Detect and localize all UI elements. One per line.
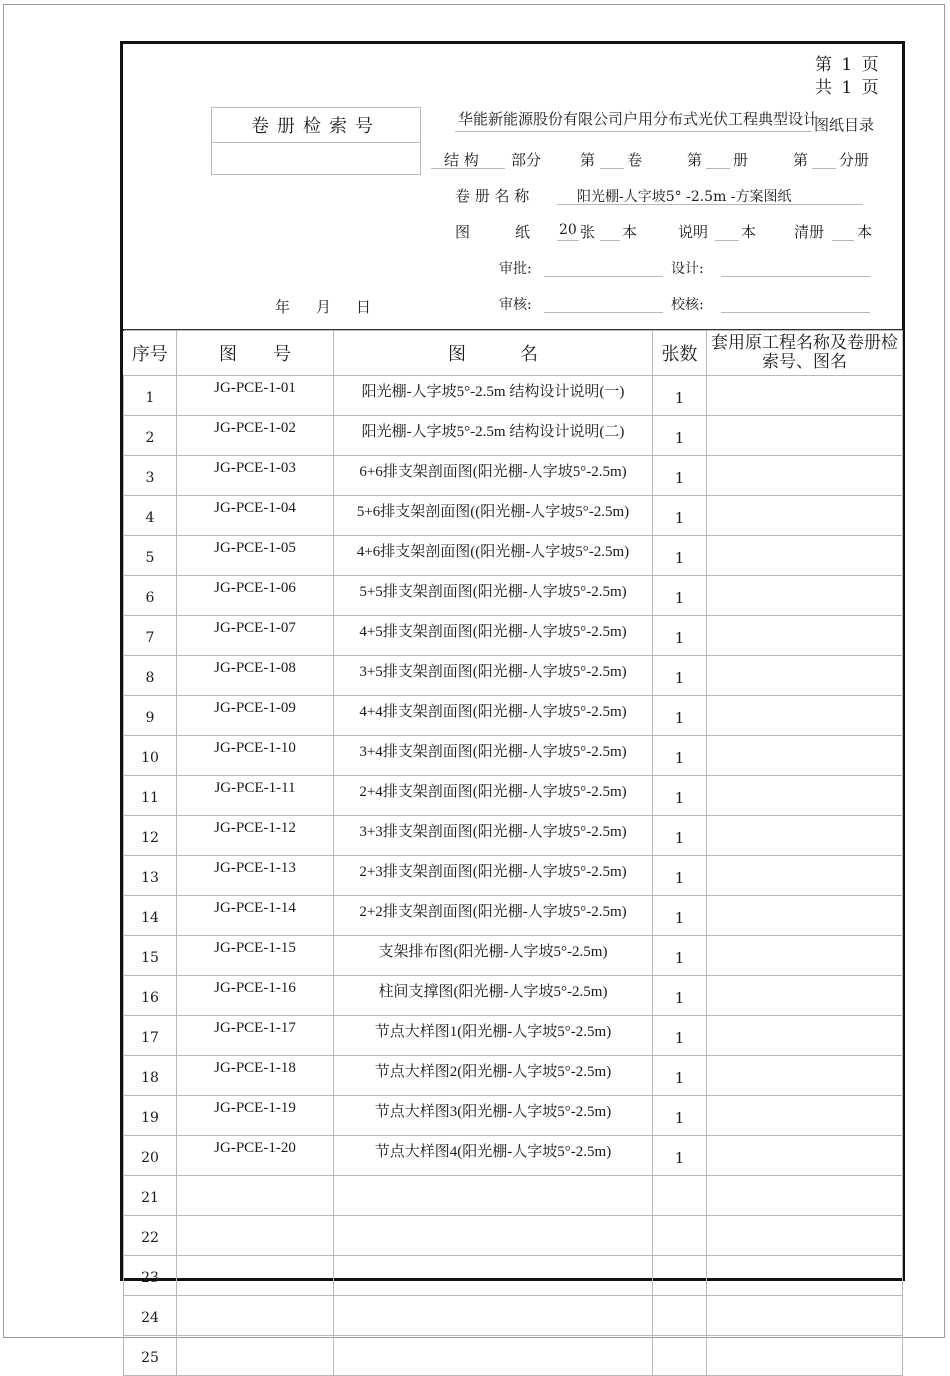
drawings-label-1: 图 [455,223,471,241]
row-name: 支架排布图(阳光棚-人字坡5°-2.5m) [334,936,653,976]
row-no: 20 [124,1136,177,1176]
row-code: JG-PCE-1-11 [177,776,334,816]
subbook-suffix: 分册 [839,151,870,169]
table-row [124,416,903,456]
page-number: 第 1 页 [815,55,881,75]
volume-name-value[interactable]: 阳光棚-人字坡5° -2.5m -方案图纸 [577,189,792,205]
row-code: JG-PCE-1-12 [177,816,334,856]
drawings-count-unit: 张 [580,223,596,241]
design-label: 设计: [671,261,704,277]
table-row [124,496,903,536]
table-row [124,856,903,896]
row-ref [707,576,903,616]
row-code: JG-PCE-1-04 [177,496,334,536]
volume-name-underline [557,204,863,205]
row-count [653,1216,707,1256]
date-month-label: 月 [316,298,332,316]
drawings-books-unit: 本 [622,223,638,241]
row-count: 1 [653,416,707,456]
row-ref [707,976,903,1016]
row-ref [707,936,903,976]
row-count [653,1176,707,1216]
row-code: JG-PCE-1-02 [177,416,334,456]
table-row [124,1296,903,1336]
table-row [124,456,903,496]
row-code [177,1336,334,1376]
col-header-no: 序号 [124,331,177,376]
row-no: 21 [124,1176,177,1216]
part-underline [431,168,505,169]
table-row [124,816,903,856]
table-header-row [124,331,903,376]
row-ref [707,1016,903,1056]
row-no: 15 [124,936,177,976]
row-name: 4+6排支架剖面图((阳光棚-人字坡5°-2.5m) [334,536,653,576]
table-row [124,616,903,656]
table-row [124,1096,903,1136]
row-code: JG-PCE-1-05 [177,536,334,576]
row-code: JG-PCE-1-06 [177,576,334,616]
row-code: JG-PCE-1-13 [177,856,334,896]
row-no: 18 [124,1056,177,1096]
row-ref [707,1056,903,1096]
row-no: 6 [124,576,177,616]
review-label: 审核: [499,297,532,313]
row-name: 4+4排支架剖面图(阳光棚-人字坡5°-2.5m) [334,696,653,736]
list-label: 清册 [794,223,825,241]
row-no: 19 [124,1096,177,1136]
row-no: 17 [124,1016,177,1056]
row-count: 1 [653,616,707,656]
row-no: 16 [124,976,177,1016]
table-row [124,976,903,1016]
row-count: 1 [653,936,707,976]
row-no: 10 [124,736,177,776]
row-name: 6+6排支架剖面图(阳光棚-人字坡5°-2.5m) [334,456,653,496]
row-code: JG-PCE-1-09 [177,696,334,736]
drawings-count[interactable]: 20 [559,222,577,238]
row-code: JG-PCE-1-08 [177,656,334,696]
volume-name-label: 卷 册 名 称 [455,187,530,205]
list-underline [832,240,854,241]
row-ref [707,496,903,536]
row-name [334,1296,653,1336]
table-row [124,656,903,696]
list-unit: 本 [857,223,873,241]
col-header-ref: 套用原工程名称及卷册检索号、图名 [707,331,903,376]
row-name: 阳光棚-人字坡5°-2.5m 结构设计说明(一) [334,376,653,416]
row-name: 节点大样图1(阳光棚-人字坡5°-2.5m) [334,1016,653,1056]
volume-index-value[interactable] [212,143,420,176]
col-header-count: 张数 [653,331,707,376]
row-count: 1 [653,736,707,776]
table-row [124,376,903,416]
row-no: 9 [124,696,177,736]
row-count [653,1256,707,1296]
part-value[interactable]: 结 构 [444,151,479,169]
row-name: 柱间支撑图(阳光棚-人字坡5°-2.5m) [334,976,653,1016]
table-row [124,896,903,936]
row-code: JG-PCE-1-17 [177,1016,334,1056]
book-underline [706,168,730,169]
row-code: JG-PCE-1-03 [177,456,334,496]
review-underline [544,312,663,313]
row-ref [707,736,903,776]
row-name: 3+4排支架剖面图(阳光棚-人字坡5°-2.5m) [334,736,653,776]
volume-index-title: 卷册检索号 [212,108,420,143]
row-no: 7 [124,616,177,656]
row-no: 24 [124,1296,177,1336]
design-underline [721,276,870,277]
book-suffix: 册 [733,151,749,169]
table-row [124,1216,903,1256]
row-ref [707,1336,903,1376]
row-no: 13 [124,856,177,896]
row-code [177,1296,334,1336]
table-row [124,1136,903,1176]
row-code: JG-PCE-1-10 [177,736,334,776]
doc-type: 图纸目录 [814,116,875,134]
volume-underline [600,168,624,169]
row-code: JG-PCE-1-07 [177,616,334,656]
row-name: 5+5排支架剖面图(阳光棚-人字坡5°-2.5m) [334,576,653,616]
row-ref [707,1096,903,1136]
approve-label: 审批: [499,261,532,277]
row-count: 1 [653,1136,707,1176]
row-ref [707,376,903,416]
check-underline [721,312,870,313]
row-count [653,1336,707,1376]
row-name: 节点大样图3(阳光棚-人字坡5°-2.5m) [334,1096,653,1136]
row-ref [707,456,903,496]
part-label: 部分 [511,151,542,169]
row-no: 12 [124,816,177,856]
row-count: 1 [653,976,707,1016]
table-row [124,536,903,576]
row-ref [707,1296,903,1336]
row-name [334,1176,653,1216]
approve-underline [544,276,663,277]
notes-unit: 本 [741,223,757,241]
table-row [124,1016,903,1056]
volume-index-box [211,107,421,175]
row-ref [707,416,903,456]
project-title-underline [455,131,812,132]
row-name: 3+5排支架剖面图(阳光棚-人字坡5°-2.5m) [334,656,653,696]
row-name: 2+3排支架剖面图(阳光棚-人字坡5°-2.5m) [334,856,653,896]
row-ref [707,776,903,816]
row-code: JG-PCE-1-14 [177,896,334,936]
project-title: 华能新能源股份有限公司户用分布式光伏工程典型设计 [458,110,819,128]
row-name: 节点大样图2(阳光棚-人字坡5°-2.5m) [334,1056,653,1096]
row-count: 1 [653,376,707,416]
row-count: 1 [653,656,707,696]
row-count: 1 [653,856,707,896]
volume-prefix: 第 [580,151,596,169]
row-count: 1 [653,776,707,816]
row-code: JG-PCE-1-19 [177,1096,334,1136]
volume-suffix: 卷 [627,151,643,169]
table-row [124,1336,903,1376]
row-no: 22 [124,1216,177,1256]
row-name: 2+2排支架剖面图(阳光棚-人字坡5°-2.5m) [334,896,653,936]
row-count: 1 [653,1056,707,1096]
row-code [177,1176,334,1216]
row-no: 2 [124,416,177,456]
row-count: 1 [653,536,707,576]
row-no: 11 [124,776,177,816]
subbook-underline [812,168,836,169]
row-no: 1 [124,376,177,416]
row-name [334,1256,653,1296]
row-no: 14 [124,896,177,936]
row-count: 1 [653,576,707,616]
subbook-prefix: 第 [793,151,809,169]
table-row [124,1176,903,1216]
row-ref [707,1176,903,1216]
row-code: JG-PCE-1-20 [177,1136,334,1176]
row-count [653,1296,707,1336]
table-row [124,736,903,776]
row-no: 5 [124,536,177,576]
row-ref [707,896,903,936]
row-ref [707,816,903,856]
table-row [124,1256,903,1296]
drawings-books-underline [600,240,620,241]
row-name: 3+3排支架剖面图(阳光棚-人字坡5°-2.5m) [334,816,653,856]
row-count: 1 [653,1096,707,1136]
row-name: 2+4排支架剖面图(阳光棚-人字坡5°-2.5m) [334,776,653,816]
row-ref [707,536,903,576]
row-ref [707,656,903,696]
row-code: JG-PCE-1-15 [177,936,334,976]
book-prefix: 第 [687,151,703,169]
row-ref [707,1136,903,1176]
table-row [124,696,903,736]
row-no: 8 [124,656,177,696]
row-code: JG-PCE-1-01 [177,376,334,416]
drawings-label-2: 纸 [515,223,531,241]
drawings-count-underline [557,240,579,241]
check-label: 校核: [671,297,704,313]
row-ref [707,696,903,736]
col-header-code: 图 号 [177,331,334,376]
row-no: 25 [124,1336,177,1376]
row-count: 1 [653,896,707,936]
page-total: 共 1 页 [815,78,881,98]
row-no: 4 [124,496,177,536]
notes-label: 说明 [678,223,709,241]
row-name: 4+5排支架剖面图(阳光棚-人字坡5°-2.5m) [334,616,653,656]
notes-underline [715,240,739,241]
row-ref [707,1256,903,1296]
row-name: 阳光棚-人字坡5°-2.5m 结构设计说明(二) [334,416,653,456]
table-row [124,776,903,816]
table-row [124,1056,903,1096]
row-count: 1 [653,1016,707,1056]
row-name: 5+6排支架剖面图((阳光棚-人字坡5°-2.5m) [334,496,653,536]
row-code: JG-PCE-1-18 [177,1056,334,1096]
row-code: JG-PCE-1-16 [177,976,334,1016]
row-count: 1 [653,496,707,536]
date-day-label: 日 [356,298,372,316]
row-name: 节点大样图4(阳光棚-人字坡5°-2.5m) [334,1136,653,1176]
drawing-list-table [123,330,903,1376]
col-header-name: 图 名 [334,331,653,376]
row-name [334,1216,653,1256]
row-name [334,1336,653,1376]
row-count: 1 [653,696,707,736]
row-ref [707,1216,903,1256]
table-row [124,576,903,616]
date-year-label: 年 [275,298,291,316]
row-ref [707,616,903,656]
table-row [124,936,903,976]
row-count: 1 [653,816,707,856]
row-no: 3 [124,456,177,496]
row-count: 1 [653,456,707,496]
row-code [177,1256,334,1296]
row-no: 23 [124,1256,177,1296]
row-code [177,1216,334,1256]
row-ref [707,856,903,896]
